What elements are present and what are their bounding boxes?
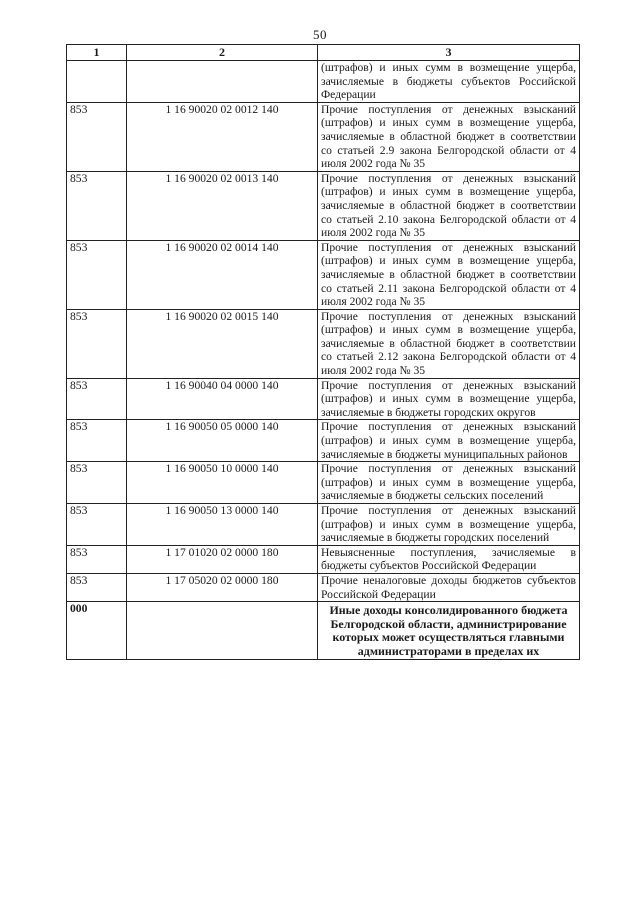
admin-code-cell: 000 [67, 602, 127, 659]
table-row [67, 309, 580, 378]
admin-code-cell: 853 [67, 462, 127, 504]
budget-code-cell: 1 17 01020 02 0000 180 [127, 545, 318, 573]
admin-code-cell: 853 [67, 240, 127, 309]
table-row [67, 171, 580, 240]
table-row [67, 420, 580, 462]
table-row [67, 573, 580, 601]
description-cell: Невыясненные поступления, зачисляемые в бюджеты субъектов Российской Федерации [318, 545, 580, 573]
budget-code-cell: 1 16 90050 13 0000 140 [127, 504, 318, 546]
description-cell: Прочие поступления от денежных взысканий (штрафов) и иных сумм в возмещение ущерба, зачисляемые в бюджеты городских округов [318, 378, 580, 420]
header-col-1: 1 [67, 45, 127, 61]
page-number: 50 [313, 27, 327, 42]
description-cell: Прочие поступления от денежных взысканий (штрафов) и иных сумм в возмещение ущерба, зачисляемые в областной бюджет в соответствии со статьей 2.12 закона Белгородской области от 4 июля 2002 года № 35 [318, 309, 580, 378]
description-cell: Прочие поступления от денежных взысканий (штрафов) и иных сумм в возмещение ущерба, зачисляемые в областной бюджет в соответствии со статьей 2.9 закона Белгородской области от 4 июля 2002 года № 35 [318, 102, 580, 171]
description-cell: Прочие поступления от денежных взысканий (штрафов) и иных сумм в возмещение ущерба, зачисляемые в областной бюджет в соответствии со статьей 2.10 закона Белгородской области от 4 июля 2002 года № 35 [318, 171, 580, 240]
table-row [67, 462, 580, 504]
budget-code-cell: 1 16 90020 02 0014 140 [127, 240, 318, 309]
table-row [67, 102, 580, 171]
description-cell: Прочие неналоговые доходы бюджетов субъектов Российской Федерации [318, 573, 580, 601]
table-row [67, 240, 580, 309]
budget-code-cell: 1 16 90050 05 0000 140 [127, 420, 318, 462]
table-row [67, 378, 580, 420]
admin-code-cell: 853 [67, 102, 127, 171]
table-body [67, 61, 580, 660]
admin-code-cell: 853 [67, 309, 127, 378]
admin-code-cell: 853 [67, 171, 127, 240]
budget-code-cell: 1 16 90020 02 0012 140 [127, 102, 318, 171]
budget-code-cell: 1 16 90020 02 0015 140 [127, 309, 318, 378]
budget-code-cell: 1 16 90040 04 0000 140 [127, 378, 318, 420]
admin-code-cell [67, 61, 127, 103]
table-row [67, 602, 580, 659]
description-cell: Прочие поступления от денежных взысканий (штрафов) и иных сумм в возмещение ущерба, зачисляемые в бюджеты муниципальных районов [318, 420, 580, 462]
budget-code-cell: 1 17 05020 02 0000 180 [127, 573, 318, 601]
description-cell: (штрафов) и иных сумм в возмещение ущерба, зачисляемые в бюджеты субъектов Российской Федерации [318, 61, 580, 103]
admin-code-cell: 853 [67, 420, 127, 462]
table-header-row [67, 45, 580, 61]
budget-code-cell [127, 61, 318, 103]
revenue-codes-table [66, 44, 580, 660]
table-row [67, 545, 580, 573]
description-cell: Прочие поступления от денежных взысканий (штрафов) и иных сумм в возмещение ущерба, зачисляемые в бюджеты городских поселений [318, 504, 580, 546]
budget-code-cell [127, 602, 318, 659]
budget-code-cell: 1 16 90020 02 0013 140 [127, 171, 318, 240]
admin-code-cell: 853 [67, 378, 127, 420]
table-row [67, 61, 580, 103]
header-col-2: 2 [127, 45, 318, 61]
description-cell: Прочие поступления от денежных взысканий (штрафов) и иных сумм в возмещение ущерба, зачисляемые в областной бюджет в соответствии со статьей 2.11 закона Белгородской области от 4 июля 2002 года № 35 [318, 240, 580, 309]
table-row [67, 504, 580, 546]
budget-code-cell: 1 16 90050 10 0000 140 [127, 462, 318, 504]
admin-code-cell: 853 [67, 573, 127, 601]
admin-code-cell: 853 [67, 545, 127, 573]
admin-code-cell: 853 [67, 504, 127, 546]
description-cell: Прочие поступления от денежных взысканий (штрафов) и иных сумм в возмещение ущерба, зачисляемые в бюджеты сельских поселений [318, 462, 580, 504]
header-col-3: 3 [318, 45, 580, 61]
description-cell: Иные доходы консолидированного бюджета Белгородской области, администрирование которых может осуществляться главными администраторами в пределах их [318, 602, 580, 659]
